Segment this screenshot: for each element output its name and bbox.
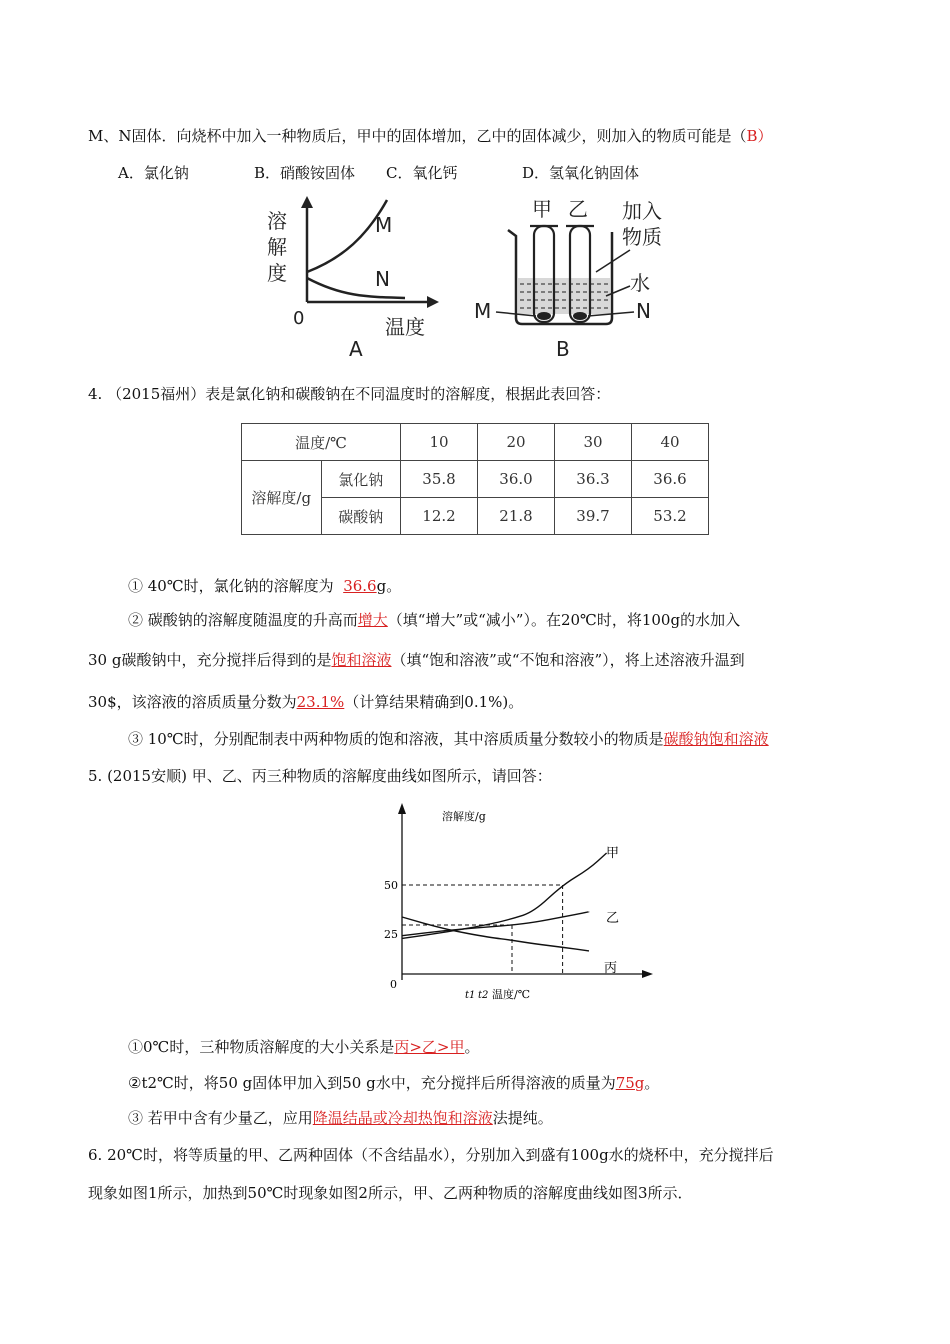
- figa-curve-n: [307, 278, 405, 298]
- chart-ylabel: 溶解度/g: [442, 810, 486, 823]
- table-cell: 35.8: [401, 461, 478, 498]
- q4-sub2-line3: 30$，该溶液的溶质质量分数为23.1%（计算结果精确到0.1%)。: [88, 693, 524, 711]
- solubility-table: [241, 423, 709, 535]
- chart-xtick-t2: t2: [478, 990, 489, 1001]
- figure-a-solubility-sketch: [255, 192, 455, 362]
- q5-sub2: ②t2℃时，将50 g固体甲加入到50 g水中，充分搅拌后所得溶液的质量为75g。: [128, 1074, 660, 1092]
- chart-legend-jia: 甲: [606, 846, 620, 861]
- chart-guide-lines: [402, 885, 563, 974]
- table-cell: 39.7: [555, 498, 632, 535]
- table-row-label: 碳酸钠: [321, 498, 401, 535]
- figa-x-label: 温度: [385, 315, 425, 339]
- q4-sub2-line2: 30 g碳酸钠中，充分搅拌后得到的是饱和溶液（填“饱和溶液”或“不饱和溶液”），将上述溶液升温到: [88, 651, 745, 669]
- table-cell: 20: [478, 424, 555, 461]
- table-cell: 12.2: [401, 498, 478, 535]
- figb-label-n: N: [636, 299, 651, 323]
- chart-x-arrow: [642, 970, 653, 978]
- figb-added-label-2: 物质: [622, 225, 662, 249]
- figa-y-label-1: 溶: [267, 209, 287, 233]
- table-row: [242, 461, 709, 498]
- figa-label-m: M: [375, 213, 393, 237]
- table-cell: 10: [401, 424, 478, 461]
- figb-tube-label-1: 甲: [532, 197, 552, 221]
- q4-sub2-answer3: 23.1%: [296, 693, 345, 711]
- figa-y-label-2: 解: [267, 235, 287, 259]
- table-header-temp: 温度/℃: [242, 424, 401, 461]
- table-cell: 30: [555, 424, 632, 461]
- q3-option-b: B．硝酸铵固体: [254, 164, 356, 182]
- figure-b-beaker-sketch: [470, 192, 680, 362]
- table-row-label: 氯化钠: [321, 461, 401, 498]
- series-line-2: [402, 912, 589, 936]
- chart-legend-bing: 丙: [604, 961, 618, 976]
- q5-stem: 5. (2015安顺) 甲、乙、丙三种物质的溶解度曲线如图所示，请回答：: [88, 767, 552, 785]
- chart-xtick-t1: t1: [465, 990, 476, 1001]
- table-row: [242, 424, 709, 461]
- table-cell: 21.8: [478, 498, 555, 535]
- chart-y-arrow: [398, 803, 406, 814]
- q4-sub2-answer2: 饱和溶液: [331, 651, 392, 669]
- figb-solid-m: [537, 312, 551, 320]
- figa-origin: 0: [293, 308, 305, 329]
- q5-sub2-answer: 75g: [615, 1074, 645, 1092]
- q4-stem: 4. （2015福州）表是氯化钠和碳酸钠在不同温度时的溶解度，根据此表回答：: [88, 385, 611, 403]
- figa-label-n: N: [375, 267, 390, 291]
- q3-stem: M、N固体．向烧杯中加入一种物质后，甲中的固体增加，乙中的固体减少，则加入的物质可能是（B）: [88, 127, 773, 145]
- q5-sub3: ③ 若甲中含有少量乙，应用降温结晶或冷却热饱和溶液法提纯。: [128, 1109, 553, 1127]
- q4-sub1: ① 40℃时，氯化钠的溶解度为 36.6g。: [128, 577, 402, 595]
- q4-sub2-answer1: 增大: [357, 611, 388, 629]
- q5-sub1-answer: 丙>乙>甲: [394, 1038, 465, 1056]
- table-row-group: 溶解度/g: [242, 461, 322, 535]
- q5-sub1: ①0℃时，三种物质溶解度的大小关系是丙>乙>甲。: [128, 1038, 480, 1056]
- figb-caption: B: [556, 337, 570, 361]
- chart-ytick-0: 0: [390, 978, 397, 991]
- chart-ytick-50: 50: [384, 879, 398, 892]
- figb-water: [518, 278, 610, 314]
- chart-legend-yi: 乙: [606, 911, 620, 926]
- figa-caption: A: [349, 337, 363, 361]
- figb-tube-label-2: 乙: [568, 197, 588, 221]
- solubility-curve-chart: [370, 800, 660, 1010]
- table-cell: 40: [632, 424, 709, 461]
- q4-sub1-answer: 36.6: [343, 577, 377, 595]
- figb-solid-n: [573, 312, 587, 320]
- table-cell: 36.0: [478, 461, 555, 498]
- table-cell: 36.6: [632, 461, 709, 498]
- figa-y-label-3: 度: [267, 261, 287, 285]
- chart-series-group: [402, 853, 607, 951]
- q4-sub3: ③ 10℃时，分别配制表中两种物质的饱和溶液，其中溶质质量分数较小的物质是碳酸钠饱和溶液: [128, 730, 769, 748]
- q4-sub2-line1: ② 碳酸钠的溶解度随温度的升高而增大（填“增大”或“减小”）。在20℃时，将100g的水加入: [128, 611, 741, 629]
- q4-sub3-answer: 碳酸钠饱和溶液: [663, 730, 769, 748]
- figb-label-m: M: [474, 299, 492, 323]
- q3-option-a: A．氯化钠: [118, 164, 189, 182]
- q6-line1: 6. 20℃时，将等质量的甲、乙两种固体（不含结晶水），分别加入到盛有100g水的烧杯中，充分搅拌后: [88, 1146, 774, 1164]
- q3-option-c: C．氧化钙: [386, 164, 458, 182]
- q3-answer: B: [746, 127, 758, 145]
- q6-line2: 现象如图1所示，加热到50℃时现象如图2所示，甲、乙两种物质的溶解度曲线如图3所示．: [88, 1184, 693, 1202]
- figa-y-arrow: [301, 196, 313, 208]
- q5-sub3-answer: 降温结晶或冷却热饱和溶液: [312, 1109, 493, 1127]
- table-cell: 53.2: [632, 498, 709, 535]
- chart-xlabel: 温度/℃: [492, 988, 531, 1001]
- q3-option-d: D．氢氧化钠固体: [522, 164, 640, 182]
- table-cell: 36.3: [555, 461, 632, 498]
- figb-added-label-1: 加入: [622, 199, 662, 223]
- figa-x-arrow: [427, 296, 439, 308]
- chart-ytick-25: 25: [384, 928, 398, 941]
- figb-water-label: 水: [630, 271, 650, 295]
